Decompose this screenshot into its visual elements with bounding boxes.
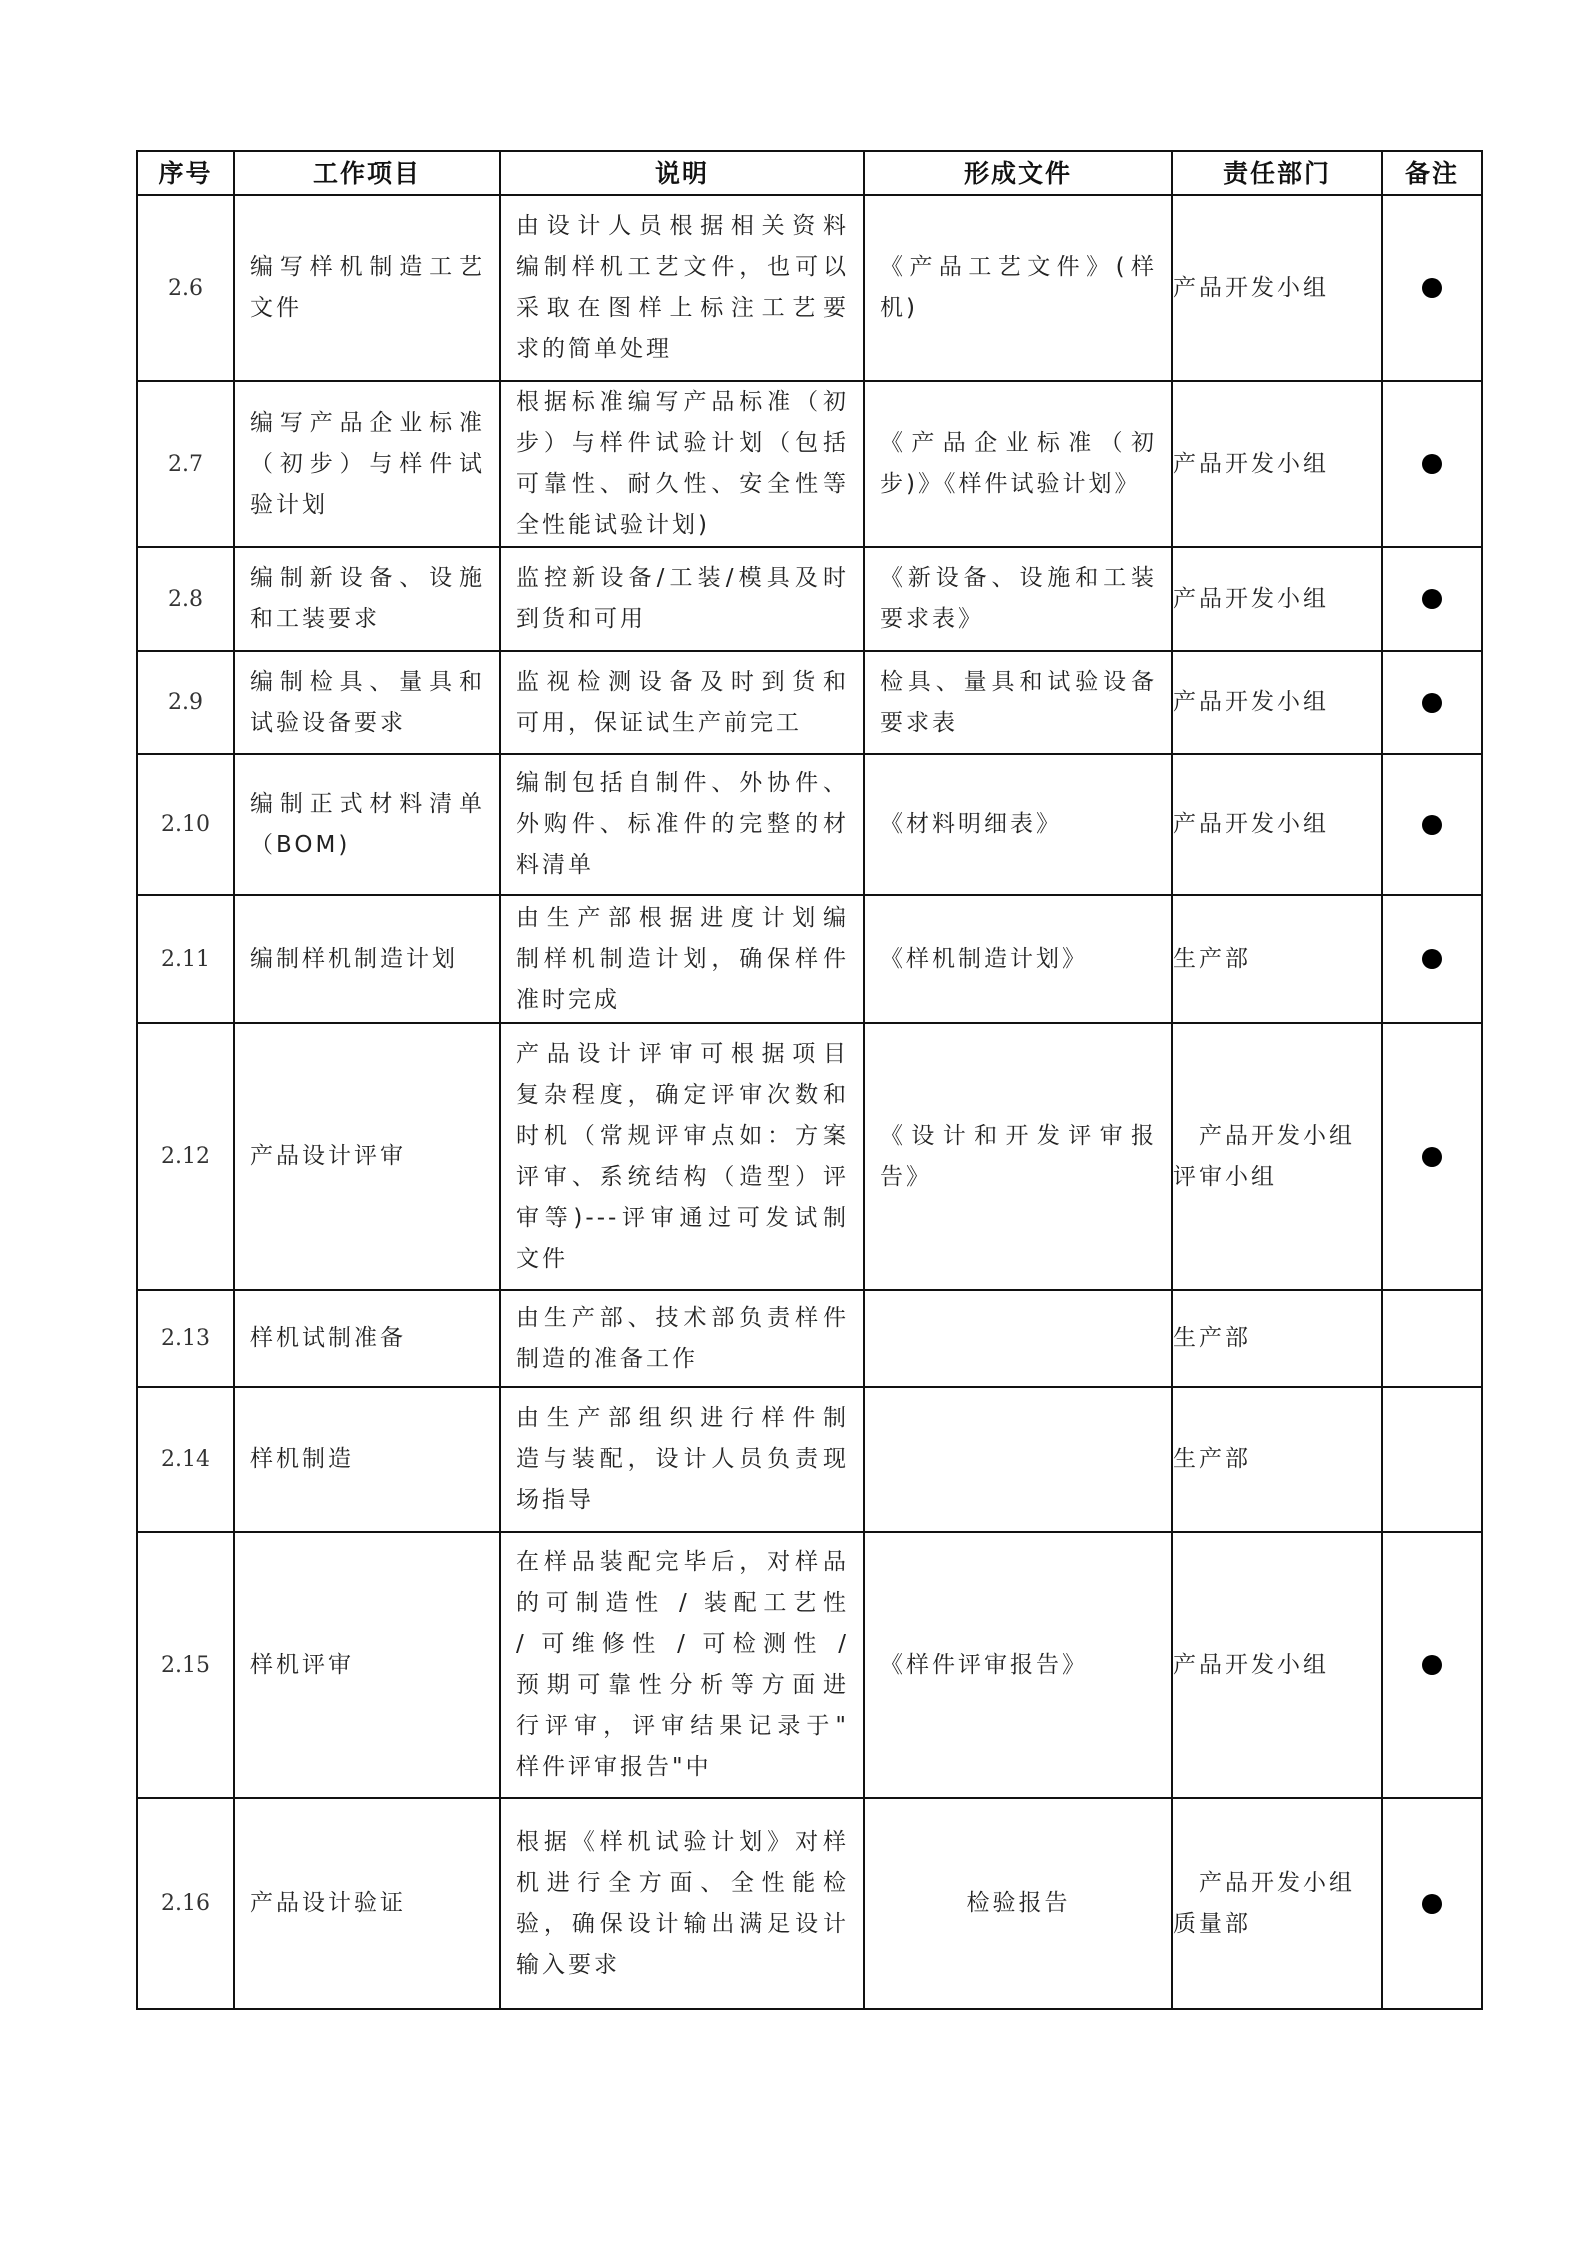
cell-note bbox=[1382, 1798, 1482, 2009]
desc-line: 编制样机工艺文件，也可以 bbox=[516, 254, 849, 280]
desc-line: / 可维修性 / 可检测性 / bbox=[516, 1631, 849, 1657]
desc-line: 审等)---评审通过可发试制 bbox=[516, 1204, 849, 1231]
desc-line: 根据《样机试验计划》对样 bbox=[516, 1828, 849, 1855]
cell-responsible-dept bbox=[1172, 1387, 1382, 1532]
table-body bbox=[137, 195, 1482, 2009]
cell-output-document bbox=[864, 1023, 1172, 1290]
cell-no: 2.15 bbox=[137, 1532, 234, 1798]
cell-responsible-dept bbox=[1172, 754, 1382, 895]
cell-responsible-dept bbox=[1172, 895, 1382, 1023]
cell-note bbox=[1382, 754, 1482, 895]
work-item-table bbox=[136, 150, 1483, 2010]
desc-line: 由生产部组织进行样件制 bbox=[516, 1405, 849, 1431]
table-row bbox=[137, 1023, 1482, 1290]
doc-line: 要求表》 bbox=[880, 606, 984, 632]
cell-note bbox=[1382, 547, 1482, 651]
dept-line: 产品开发小组 bbox=[1173, 689, 1329, 715]
desc-line: 在样品装配完毕后，对样品 bbox=[516, 1549, 849, 1575]
doc-line: 《产品企业标准（初 bbox=[880, 430, 1157, 456]
cell-work-item bbox=[234, 547, 500, 651]
cell-no: 2.7 bbox=[137, 381, 234, 547]
filled-circle-icon bbox=[1422, 1655, 1442, 1675]
filled-circle-icon bbox=[1422, 949, 1442, 969]
desc-line: 到货和可用 bbox=[516, 606, 646, 632]
doc-line: 《样件评审报告》 bbox=[880, 1651, 1088, 1678]
cell-output-document bbox=[864, 754, 1172, 895]
cell-no: 2.10 bbox=[137, 754, 234, 895]
dept-line: 生产部 bbox=[1173, 1325, 1251, 1351]
cell-note bbox=[1382, 1387, 1482, 1532]
filled-circle-icon bbox=[1422, 815, 1442, 835]
doc-line: 要求表 bbox=[880, 709, 958, 736]
cell-description bbox=[500, 381, 864, 547]
doc-line: 步)》《样件试验计划》 bbox=[880, 471, 1141, 497]
cell-note bbox=[1382, 1023, 1482, 1290]
item-line: 验计划 bbox=[250, 491, 328, 518]
filled-circle-icon bbox=[1422, 1894, 1442, 1914]
cell-work-item bbox=[234, 651, 500, 754]
item-line: 编写样机制造工艺 bbox=[250, 254, 485, 280]
desc-line: 可靠性、耐久性、安全性等 bbox=[516, 471, 849, 497]
dept-line: 产品开发小组 bbox=[1173, 274, 1329, 301]
table-header-row bbox=[137, 151, 1482, 195]
desc-line: 求的简单处理 bbox=[516, 336, 672, 362]
item-line: 和工装要求 bbox=[250, 606, 380, 632]
cell-work-item bbox=[234, 754, 500, 895]
cell-no: 2.11 bbox=[137, 895, 234, 1023]
desc-line: 料清单 bbox=[516, 852, 594, 878]
dept-line: 产品开发小组 bbox=[1173, 1651, 1329, 1678]
header-doc: 形成文件 bbox=[864, 151, 1172, 195]
cell-description bbox=[500, 195, 864, 381]
cell-note bbox=[1382, 381, 1482, 547]
item-line: 编制新设备、设施 bbox=[250, 565, 485, 591]
cell-no: 2.6 bbox=[137, 195, 234, 381]
filled-circle-icon bbox=[1422, 1147, 1442, 1167]
desc-line: 由设计人员根据相关资料 bbox=[516, 213, 849, 239]
cell-note bbox=[1382, 1290, 1482, 1387]
header-item: 工作项目 bbox=[234, 151, 500, 195]
table-row bbox=[137, 1387, 1482, 1532]
desc-line: 步）与样件试验计划（包括 bbox=[516, 430, 849, 456]
cell-description bbox=[500, 754, 864, 895]
cell-note bbox=[1382, 195, 1482, 381]
desc-line: 行评审，评审结果记录于" bbox=[516, 1713, 849, 1739]
table-row bbox=[137, 1798, 1482, 2009]
desc-line: 样件评审报告"中 bbox=[516, 1754, 712, 1780]
item-line: 样机试制准备 bbox=[250, 1325, 406, 1351]
cell-responsible-dept bbox=[1172, 1023, 1382, 1290]
dept-line: 产品开发小组 bbox=[1199, 1869, 1355, 1896]
desc-line: 由生产部根据进度计划编 bbox=[516, 904, 849, 931]
table-row bbox=[137, 754, 1482, 895]
cell-responsible-dept bbox=[1172, 1532, 1382, 1798]
cell-work-item bbox=[234, 195, 500, 381]
cell-output-document bbox=[864, 1532, 1172, 1798]
cell-no: 2.13 bbox=[137, 1290, 234, 1387]
header-desc: 说明 bbox=[500, 151, 864, 195]
desc-line: 监控新设备/工装/模具及时 bbox=[516, 565, 849, 591]
cell-output-document bbox=[864, 195, 1172, 381]
cell-description bbox=[500, 1532, 864, 1798]
cell-no: 2.8 bbox=[137, 547, 234, 651]
header-dept: 责任部门 bbox=[1172, 151, 1382, 195]
cell-note bbox=[1382, 895, 1482, 1023]
cell-work-item bbox=[234, 381, 500, 547]
doc-line: 检具、量具和试验设备 bbox=[880, 668, 1157, 695]
cell-note bbox=[1382, 1532, 1482, 1798]
cell-output-document bbox=[864, 1290, 1172, 1387]
cell-no: 2.16 bbox=[137, 1798, 234, 2009]
cell-responsible-dept bbox=[1172, 1798, 1382, 2009]
desc-line: 时机（常规评审点如：方案 bbox=[516, 1122, 849, 1149]
cell-output-document bbox=[864, 651, 1172, 754]
item-line: 文件 bbox=[250, 295, 302, 321]
desc-line: 预期可靠性分析等方面进 bbox=[516, 1672, 849, 1698]
desc-line: 验，确保设计输出满足设计 bbox=[516, 1910, 849, 1937]
filled-circle-icon bbox=[1422, 278, 1442, 298]
desc-line: 可用，保证试生产前完工 bbox=[516, 709, 802, 736]
cell-responsible-dept bbox=[1172, 547, 1382, 651]
item-line: 编写产品企业标准 bbox=[250, 409, 485, 436]
cell-work-item bbox=[234, 1387, 500, 1532]
desc-line: 产品设计评审可根据项目 bbox=[516, 1040, 849, 1067]
item-line: 产品设计验证 bbox=[250, 1890, 406, 1916]
cell-output-document bbox=[864, 547, 1172, 651]
cell-no: 2.14 bbox=[137, 1387, 234, 1532]
table-row bbox=[137, 381, 1482, 547]
cell-responsible-dept bbox=[1172, 651, 1382, 754]
dept-line: 评审小组 bbox=[1173, 1163, 1277, 1190]
cell-responsible-dept bbox=[1172, 195, 1382, 381]
cell-note bbox=[1382, 651, 1482, 754]
filled-circle-icon bbox=[1422, 589, 1442, 609]
cell-output-document bbox=[864, 381, 1172, 547]
cell-work-item bbox=[234, 1290, 500, 1387]
item-line: 试验设备要求 bbox=[250, 709, 406, 736]
cell-no: 2.12 bbox=[137, 1023, 234, 1290]
cell-output-document bbox=[864, 1798, 1172, 2009]
item-line: 编制正式材料清单 bbox=[250, 790, 485, 817]
cell-description bbox=[500, 1798, 864, 2009]
cell-responsible-dept bbox=[1172, 1290, 1382, 1387]
item-line: 产品设计评审 bbox=[250, 1143, 406, 1169]
cell-responsible-dept bbox=[1172, 381, 1382, 547]
dept-line: 产品开发小组 bbox=[1173, 585, 1329, 612]
cell-description bbox=[500, 1387, 864, 1532]
desc-line: 全性能试验计划) bbox=[516, 512, 710, 538]
doc-line: 机) bbox=[880, 295, 918, 321]
desc-line: 造与装配，设计人员负责现 bbox=[516, 1446, 849, 1472]
dept-line: 生产部 bbox=[1173, 945, 1251, 972]
desc-line: 的可制造性 / 装配工艺性 bbox=[516, 1590, 849, 1616]
item-line: 样机评审 bbox=[250, 1651, 354, 1678]
doc-line: 《产品工艺文件》(样 bbox=[880, 254, 1157, 280]
cell-work-item bbox=[234, 1532, 500, 1798]
doc-line: 检验报告 bbox=[966, 1890, 1071, 1916]
header-note: 备注 bbox=[1382, 151, 1482, 195]
table-row bbox=[137, 547, 1482, 651]
header-no: 序号 bbox=[137, 151, 234, 195]
item-line: 样机制造 bbox=[250, 1446, 354, 1472]
desc-line: 复杂程度，确定评审次数和 bbox=[516, 1081, 849, 1108]
dept-line: 质量部 bbox=[1173, 1910, 1251, 1937]
doc-line: 《样机制造计划》 bbox=[880, 945, 1088, 972]
dept-line: 产品开发小组 bbox=[1173, 811, 1329, 837]
table-row bbox=[137, 195, 1482, 381]
doc-line: 《设计和开发评审报 bbox=[880, 1122, 1157, 1149]
dept-line: 产品开发小组 bbox=[1199, 1122, 1355, 1149]
desc-line: 监视检测设备及时到货和 bbox=[516, 668, 849, 695]
desc-line: 输入要求 bbox=[516, 1951, 620, 1978]
doc-line: 《材料明细表》 bbox=[880, 811, 1062, 837]
desc-line: 机进行全方面、全性能检 bbox=[516, 1869, 849, 1896]
item-line: 编制样机制造计划 bbox=[250, 945, 458, 972]
table-row bbox=[137, 1532, 1482, 1798]
cell-output-document bbox=[864, 1387, 1172, 1532]
cell-description bbox=[500, 895, 864, 1023]
desc-line: 制造的准备工作 bbox=[516, 1345, 698, 1372]
cell-no: 2.9 bbox=[137, 651, 234, 754]
cell-description bbox=[500, 651, 864, 754]
desc-line: 外购件、标准件的完整的材 bbox=[516, 811, 849, 837]
cell-description bbox=[500, 1290, 864, 1387]
filled-circle-icon bbox=[1422, 693, 1442, 713]
cell-work-item bbox=[234, 895, 500, 1023]
doc-line: 告》 bbox=[880, 1163, 932, 1190]
dept-line: 生产部 bbox=[1173, 1446, 1251, 1472]
desc-line: 场指导 bbox=[516, 1487, 594, 1513]
desc-line: 采取在图样上标注工艺要 bbox=[516, 295, 849, 321]
desc-line: 由生产部、技术部负责样件 bbox=[516, 1304, 849, 1331]
item-line: （初步）与样件试 bbox=[250, 450, 485, 477]
cell-description bbox=[500, 1023, 864, 1290]
doc-line: 《新设备、设施和工装 bbox=[880, 565, 1157, 591]
item-line: 编制检具、量具和 bbox=[250, 668, 485, 695]
cell-description bbox=[500, 547, 864, 651]
item-line: （BOM) bbox=[250, 831, 351, 858]
table-row bbox=[137, 1290, 1482, 1387]
table-row bbox=[137, 895, 1482, 1023]
dept-line: 产品开发小组 bbox=[1173, 450, 1329, 477]
desc-line: 文件 bbox=[516, 1245, 568, 1272]
desc-line: 制样机制造计划，确保样件 bbox=[516, 945, 849, 972]
table-row bbox=[137, 651, 1482, 754]
cell-output-document bbox=[864, 895, 1172, 1023]
desc-line: 准时完成 bbox=[516, 986, 620, 1013]
cell-work-item bbox=[234, 1023, 500, 1290]
desc-line: 编制包括自制件、外协件、 bbox=[516, 770, 849, 796]
desc-line: 根据标准编写产品标准（初 bbox=[516, 389, 849, 415]
desc-line: 评审、系统结构（造型）评 bbox=[516, 1163, 849, 1190]
filled-circle-icon bbox=[1422, 454, 1442, 474]
cell-work-item bbox=[234, 1798, 500, 2009]
